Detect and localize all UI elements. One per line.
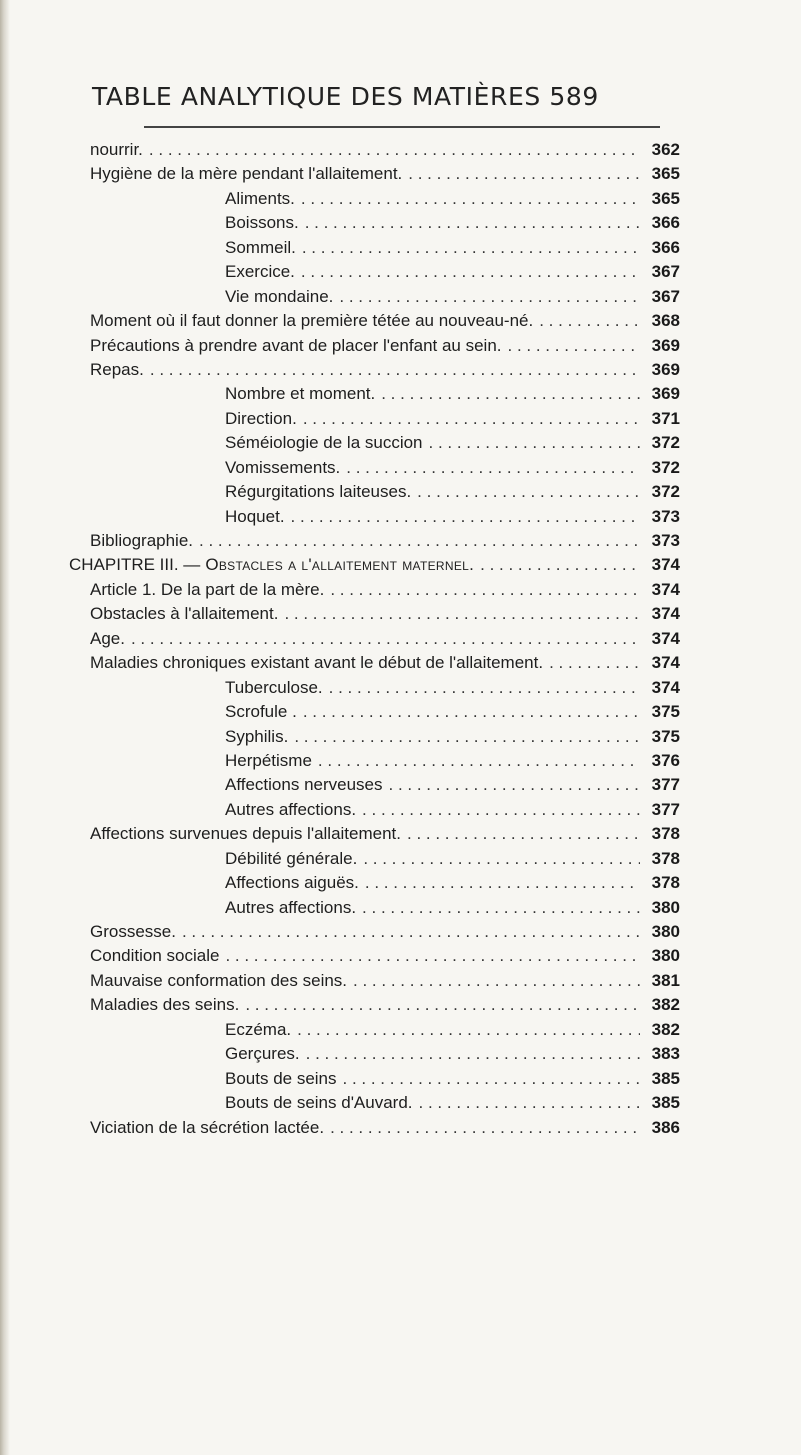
toc-entry-page: 374 (651, 628, 680, 648)
toc-entry (90, 1091, 680, 1115)
dot-leader (312, 749, 640, 773)
toc-entry-page: 368 (651, 311, 680, 331)
page-number: 589 (549, 82, 599, 111)
toc-entry (90, 211, 680, 235)
toc-entry (90, 871, 680, 895)
toc-entry-label: Scrofule . (225, 702, 297, 722)
toc-entry-label: Bibliographie. (90, 531, 194, 550)
dot-leader (300, 1042, 640, 1066)
dot-leader (297, 700, 640, 724)
toc-entry-page: 381 (651, 970, 680, 990)
toc-entry (90, 676, 680, 700)
toc-entry-page: 366 (651, 237, 680, 257)
toc-entry-label: Obstacles à l'allaitement. (90, 604, 279, 624)
toc-entry (90, 627, 680, 651)
toc-entry (90, 847, 680, 871)
toc-entry-page: 377 (651, 799, 680, 819)
dot-leader (297, 407, 640, 431)
dot-leader (474, 553, 640, 577)
toc-entry (90, 700, 680, 724)
toc-entry-page: 367 (651, 286, 680, 306)
toc-entry (90, 334, 680, 358)
dot-leader (193, 529, 640, 553)
dot-leader (239, 993, 640, 1017)
dot-leader (337, 1067, 640, 1091)
toc-entry-page: 385 (651, 1068, 680, 1088)
toc-entry-page: 378 (651, 873, 680, 893)
toc-entry-label: Maladies chroniques existant avant le début de l'allaitement. (90, 653, 544, 673)
dot-leader (375, 382, 640, 406)
toc-entry-page: 378 (651, 848, 680, 868)
toc-entry (90, 773, 680, 797)
toc-entry-page: 382 (651, 995, 680, 1015)
toc-entry (90, 431, 680, 455)
toc-entry-label: Herpétisme (225, 750, 312, 770)
dot-leader (144, 358, 640, 382)
toc-entry (90, 407, 680, 431)
toc-entry-label: Tuberculose. (225, 677, 323, 697)
toc-entry-label: Hoquet. (225, 506, 285, 526)
toc-entry-page: 365 (651, 164, 680, 184)
toc-entry-label: Affections aiguës. (225, 873, 359, 893)
toc-entry-label: Direction. (225, 408, 297, 428)
toc-entry-label: Article 1. De la part de la mère. (90, 579, 325, 599)
toc-entry (90, 187, 680, 211)
dot-leader (176, 920, 640, 944)
toc-entry (90, 1067, 680, 1091)
toc-entry-page: 373 (651, 506, 680, 526)
dot-leader (125, 627, 640, 651)
dot-leader (340, 456, 640, 480)
table-of-contents (69, 138, 680, 1140)
toc-entry-label: Affections survenues depuis l'allaitement. (90, 824, 401, 844)
toc-entry (90, 944, 680, 968)
dot-leader (402, 162, 640, 186)
toc-entry-label: CHAPITRE III. — Obstacles a l'allaitement maternel. (69, 555, 475, 575)
toc-entry-page: 380 (651, 922, 680, 941)
toc-entry (90, 480, 680, 504)
dot-leader (533, 309, 640, 333)
toc-entry-page: 375 (651, 702, 680, 722)
dot-leader (285, 505, 640, 529)
dot-leader (356, 896, 640, 920)
toc-entry (90, 993, 680, 1017)
dot-leader (296, 236, 640, 260)
toc-entry-page: 369 (651, 359, 680, 379)
toc-entry-label: Gerçures. (225, 1044, 300, 1064)
dot-leader (278, 602, 640, 626)
toc-entry-label: Eczéma. (225, 1019, 292, 1039)
dot-leader (288, 725, 640, 749)
running-title: TABLE ANALYTIQUE DES MATIÈRES (92, 82, 541, 111)
toc-entry-page: 372 (651, 482, 680, 502)
toc-entry-label: Autres affections. (225, 897, 357, 917)
dot-leader (347, 969, 640, 993)
dot-leader (324, 1116, 640, 1140)
toc-entry-label: Nombre et moment. (225, 384, 376, 404)
toc-entry (90, 358, 680, 382)
toc-entry-label: Vomissements. (225, 457, 341, 477)
dot-leader (502, 334, 640, 358)
toc-entry-label: Débilité générale. (225, 848, 358, 868)
toc-entry-label: Bouts de seins (225, 1068, 337, 1088)
dot-leader (143, 138, 640, 162)
toc-entry-label: Moment où il faut donner la première tétée au nouveau-né. (90, 311, 534, 331)
toc-entry (90, 1018, 680, 1042)
dot-leader (324, 578, 640, 602)
toc-entry (90, 382, 680, 406)
dot-leader (401, 822, 640, 846)
toc-entry-page: 373 (651, 531, 680, 550)
toc-entry-label: Boissons. (225, 213, 299, 233)
toc-entry-label: Affections nerveuses (225, 775, 383, 795)
toc-entry (90, 236, 680, 260)
dot-leader (543, 651, 640, 675)
toc-entry (90, 578, 680, 602)
toc-entry (90, 969, 680, 993)
dot-leader (423, 431, 640, 455)
toc-chapter-entry (69, 553, 680, 577)
toc-entry-label: Condition sociale (90, 946, 220, 966)
toc-entry (90, 285, 680, 309)
toc-entry (90, 138, 680, 162)
dot-leader (295, 187, 640, 211)
toc-entry-page: 371 (651, 408, 680, 428)
toc-entry-label: Syphilis. (225, 726, 289, 746)
toc-entry-page: 372 (651, 433, 680, 453)
toc-entry-label: Bouts de seins d'Auvard. (225, 1093, 413, 1113)
toc-entry (90, 896, 680, 920)
toc-entry-label: Repas. (90, 359, 144, 379)
dot-leader (299, 211, 640, 235)
dot-leader (383, 773, 641, 797)
toc-entry-page: 383 (651, 1044, 680, 1064)
toc-entry (90, 651, 680, 675)
toc-entry-label: Grossesse. (90, 922, 176, 941)
dot-leader (295, 260, 640, 284)
toc-entry (90, 1042, 680, 1066)
toc-entry-label: Sommeil. (225, 237, 296, 257)
toc-entry-page: 380 (651, 946, 680, 966)
dot-leader (291, 1018, 640, 1042)
toc-entry-page: 369 (651, 384, 680, 404)
toc-entry-label: nourrir. (90, 140, 143, 159)
toc-entry-label: Mauvaise conformation des seins. (90, 970, 348, 990)
toc-entry-page: 382 (651, 1019, 680, 1039)
toc-entry (90, 749, 680, 773)
toc-entry-page: 374 (651, 579, 680, 599)
toc-entry-page: 366 (651, 213, 680, 233)
toc-entry-page: 365 (651, 188, 680, 208)
toc-entry-label: Maladies des seins. (90, 995, 240, 1015)
toc-entry-label: Autres affections. (225, 799, 357, 819)
dot-leader (359, 871, 640, 895)
toc-entry (90, 920, 680, 944)
toc-entry-page: 374 (651, 555, 680, 575)
toc-entry (90, 798, 680, 822)
toc-entry-label: Précautions à prendre avant de placer l'enfant au sein. (90, 335, 502, 355)
toc-entry-label: Hygiène de la mère pendant l'allaitement. (90, 164, 403, 184)
toc-entry-page: 377 (651, 775, 680, 795)
toc-entry (90, 529, 680, 553)
header-rule (144, 126, 660, 128)
toc-entry-page: 374 (651, 653, 680, 673)
toc-entry-page: 374 (651, 604, 680, 624)
toc-entry (90, 162, 680, 186)
toc-entry-label: Vie mondaine. (225, 286, 334, 306)
toc-entry-label: Exercice. (225, 262, 295, 282)
toc-entry (90, 602, 680, 626)
toc-entry (90, 725, 680, 749)
dot-leader (323, 676, 640, 700)
toc-entry (90, 260, 680, 284)
dot-leader (333, 285, 640, 309)
page-header (92, 82, 712, 111)
toc-entry (90, 309, 680, 333)
toc-entry-page: 385 (651, 1093, 680, 1113)
dot-leader (219, 944, 640, 968)
page-binding-edge (0, 0, 10, 1455)
toc-entry-page: 372 (651, 457, 680, 477)
toc-entry-page: 380 (651, 897, 680, 917)
toc-entry-label: Age. (90, 628, 125, 648)
dot-leader (357, 847, 640, 871)
dot-leader (413, 1091, 640, 1115)
toc-entry-page: 367 (651, 262, 680, 282)
toc-entry (90, 505, 680, 529)
toc-entry (90, 1116, 680, 1140)
toc-entry-page: 386 (651, 1117, 680, 1137)
toc-entry-label: Séméiologie de la succion (225, 433, 423, 453)
toc-entry-page: 378 (651, 824, 680, 844)
dot-leader (356, 798, 640, 822)
toc-entry-page: 362 (651, 140, 680, 159)
toc-entry-label: Régurgitations laiteuses. (225, 482, 412, 502)
toc-entry-label: Aliments. (225, 188, 295, 208)
toc-entry (90, 822, 680, 846)
toc-entry (90, 456, 680, 480)
dot-leader (411, 480, 640, 504)
toc-entry-page: 374 (651, 677, 680, 697)
toc-entry-page: 375 (651, 726, 680, 746)
toc-entry-page: 376 (651, 750, 680, 770)
toc-entry-page: 369 (651, 335, 680, 355)
toc-entry-label: Viciation de la sécrétion lactée. (90, 1117, 325, 1137)
